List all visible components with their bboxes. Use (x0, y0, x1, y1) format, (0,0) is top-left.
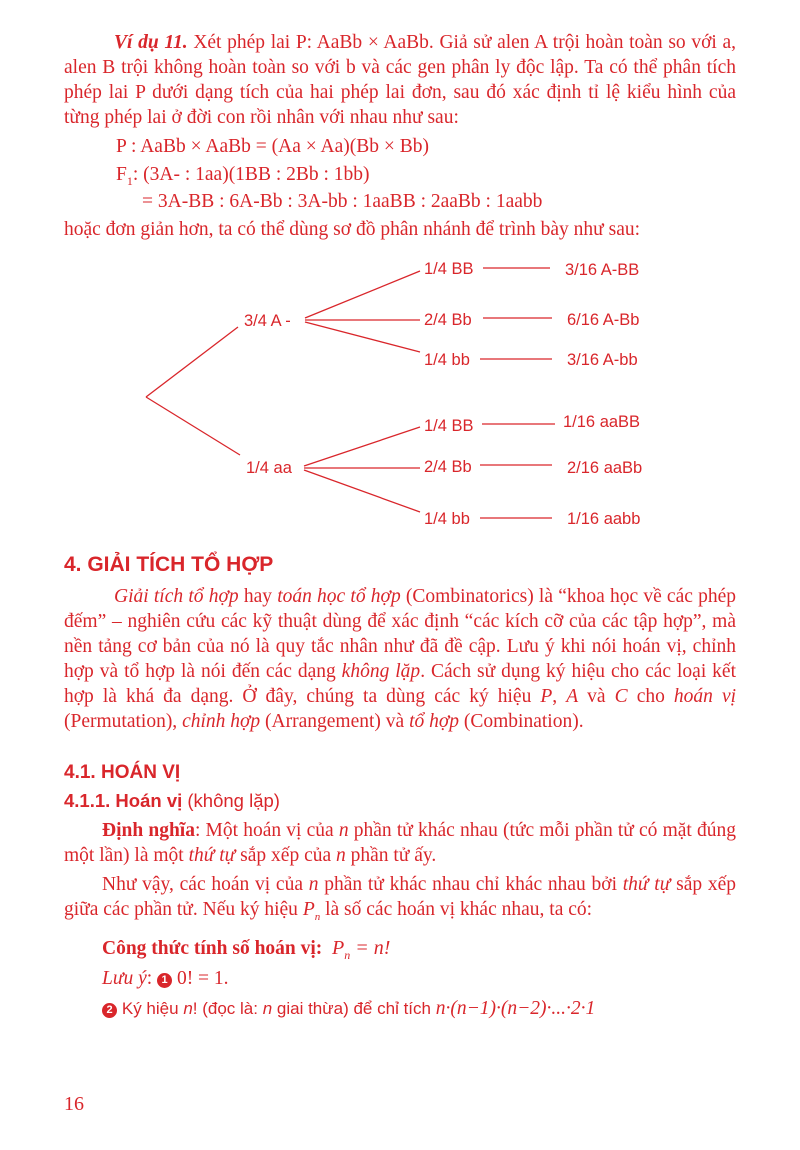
page-number: 16 (64, 1093, 84, 1115)
root-line-bottom (146, 397, 240, 455)
tree-root-b: 1/4 aa (246, 459, 292, 477)
definition-paragraph: Định nghĩa: Một hoán vị của n phần tử khác nhau (tức mỗi phần tử có mặt đúng một lần) là một thứ tự sắp xếp của n phần tử ấy. (64, 820, 736, 866)
tree-result-a-2: 6/16 A-Bb (567, 311, 640, 329)
section-4-heading: 4. GIẢI TÍCH TỔ HỢP (64, 553, 274, 576)
formula-expression: $P_n = n$! (332, 937, 391, 962)
equation-result: = 3A-BB : 6A-Bb : 3A-bb : 1aaBB : 2aaBb : 1aabb (142, 191, 543, 212)
tree-result-a-3: 3/16 A-bb (567, 351, 638, 369)
branch-a-3 (305, 322, 420, 352)
tree-branch-a-2: 2/4 Bb (424, 311, 472, 329)
tree-branch-a-3: 1/4 bb (424, 351, 470, 369)
branch-b-1 (304, 427, 420, 466)
section-4-1-1-heading: 4.1.1. Hoán vị (không lặp) (64, 790, 280, 811)
section-4-1-heading: 4.1. HOÁN VỊ (64, 762, 181, 783)
example-label: Ví dụ 11. (114, 32, 188, 53)
tree-result-b-2: 2/16 aaBb (567, 459, 643, 477)
tree-branch-b-2: 2/4 Bb (424, 458, 472, 476)
note-number-2: 2 (102, 1003, 117, 1018)
tree-branch-b-1: 1/4 BB (424, 417, 474, 435)
branch-a-1 (305, 271, 420, 318)
section-4-paragraph: Giải tích tổ hợp hay toán học tổ hợp (Combinatorics) là “khoa học về các phép đếm” – nghiên cứu các kỹ thuật dùng để xác định “các kích cỡ của các tập hợp”, mà nền tảng cơ bản của nó là quy tắc nhân như đã đề cập. Lưu ý khi nói hoán vị, chỉnh hợp và tổ hợp là nói đến các dạng không lặp. Cách sử dụng ký hiệu cho các loại kết hợp là khá đa dạng. Ở đây, chúng ta dùng các ký hiệu P, A và C cho hoán vị (Permutation), chỉnh hợp (Arrangement) và tổ hợp (Combination). (64, 586, 737, 732)
tree-branch-a-1: 1/4 BB (424, 260, 474, 278)
equation-f1: $F_1$: (3A- : 1aa)(1BB : 2Bb : 1bb) (116, 164, 370, 188)
example-paragraph: Ví dụ 11. Xét phép lai P: AaBb × AaBb. Giả sử alen A trội hoàn toàn so với a, alen B trội không hoàn toàn so với b và các gen phân ly độc lập. Ta có thể phân tích phép lai P dưới dạng tích của hai phép lai đơn, sau đó xác định tỉ lệ kiểu hình của từng phép lai ở đời con rồi nhân với nhau như sau: (64, 32, 736, 128)
formula-line: Công thức tính số hoán vị: $P_n = n$! (102, 937, 391, 962)
root-line-top (146, 327, 238, 397)
tree-branch-b-3: 1/4 bb (424, 510, 470, 528)
branch-b-3 (304, 470, 420, 512)
note-line-1: Lưu ý: 1 0! = 1. (102, 968, 229, 989)
example-after-text: hoặc đơn giản hơn, ta có thể dùng sơ đồ phân nhánh để trình bày như sau: (64, 219, 641, 240)
branch-tree-diagram (0, 245, 800, 545)
tree-result-b-1: 1/16 aaBB (563, 413, 641, 431)
note-number-1: 1 (157, 973, 172, 988)
tree-result-a-1: 3/16 A-BB (565, 261, 640, 279)
product-expression: n·(n−1)·(n−2)·...·2·1 (435, 998, 596, 1019)
note-line-2: 2 Ký hiệu n! (đọc là: n giai thừa) để chỉ tích n·(n−1)·(n−2)·...·2·1 (102, 996, 595, 1021)
tree-root-a: 3/4 A - (244, 312, 291, 330)
tree-result-b-3: 1/16 aabb (567, 510, 641, 528)
permutation-paragraph: Như vậy, các hoán vị của n phần tử khác nhau chỉ khác nhau bởi thứ tự sắp xếp giữa các phần tử. Nếu ký hiệu $P_n$ là số các hoán vị khác nhau, ta có: (64, 874, 737, 923)
equation-p: P : AaBb × AaBb = (Aa × Aa)(Bb × Bb) (116, 136, 429, 157)
